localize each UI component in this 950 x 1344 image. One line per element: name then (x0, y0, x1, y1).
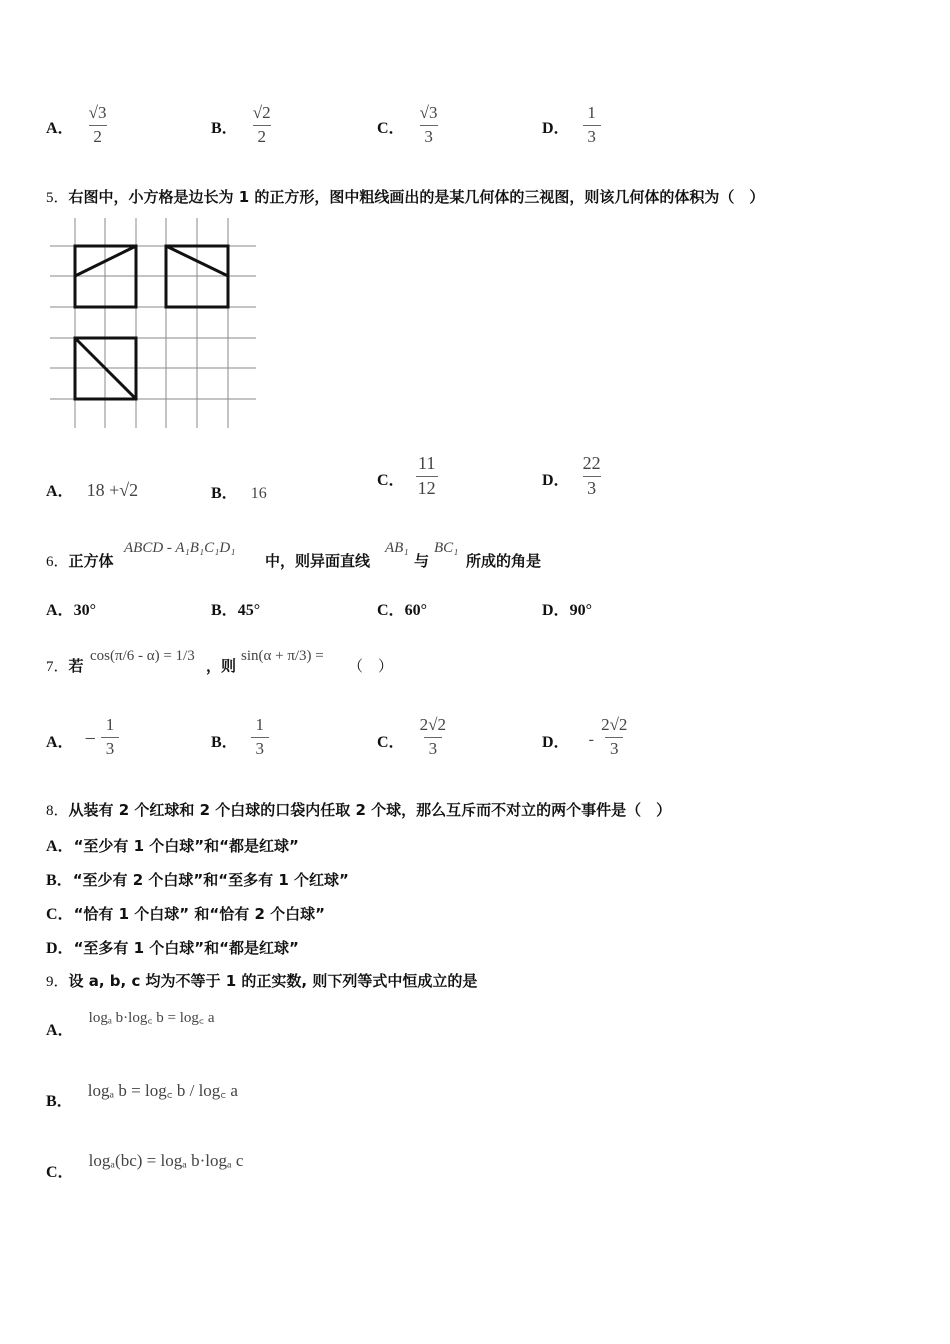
option-fraction: $\frac{11}{12}$ (417, 453, 436, 498)
option-fraction: $\frac{1}{3}$ (101, 716, 119, 758)
option-label: A． (46, 483, 74, 500)
q8-option-c[interactable] (46, 901, 325, 924)
option-formula: logₐ(bc) = logₐ b·logₐ c (88, 1151, 244, 1170)
q5-option-c[interactable] (377, 454, 438, 499)
option-text: “至少有 1 个白球”和“都是红球” (73, 837, 299, 855)
q8-option-d[interactable] (46, 935, 299, 958)
three-view-figure (46, 218, 261, 430)
q5-stem (46, 186, 764, 207)
q4-option-a[interactable] (46, 104, 109, 146)
option-label: C． (377, 733, 405, 751)
q9-option-b[interactable] (46, 1078, 238, 1110)
question-text: 若 (68, 657, 84, 675)
option-label: C． (377, 471, 405, 489)
question-number: 8． (46, 803, 69, 819)
option-fraction: $\frac{√2}{2}$ (252, 103, 271, 146)
q6-option-d[interactable] (542, 597, 592, 620)
option-label: A． (46, 602, 74, 619)
q9-stem (46, 970, 477, 991)
question-text: 设 a, b, c 均为不等于 1 的正实数, 则下列等式中恒成立的是 (68, 972, 478, 990)
q7-condition: cos(π/6 - α) = 1/3 (90, 648, 195, 664)
option-fraction: $\frac{√3}{2}$ (88, 103, 107, 146)
q6-stem-b: 中，则异面直线 (265, 552, 371, 570)
option-label: B． (211, 119, 238, 137)
q6-option-c[interactable] (377, 597, 427, 620)
option-label: C． (46, 906, 74, 923)
option-label: C． (377, 119, 405, 137)
option-value: 90° (569, 602, 592, 619)
q6-math-cube: ABCD - A₁B₁C₁D₁ (124, 540, 236, 556)
option-sign: - (588, 730, 594, 748)
question-text: 正方体 (68, 552, 114, 570)
option-formula: logₐ b·log꜀ b = log꜀ a (88, 1010, 215, 1026)
option-label: C． (46, 1164, 74, 1181)
q5-option-d[interactable] (542, 454, 603, 499)
option-value: 18 +√2 (86, 480, 139, 500)
option-label: B． (46, 872, 73, 889)
q8-option-a[interactable] (46, 833, 299, 856)
option-fraction: $\frac{√3}{3}$ (419, 103, 438, 146)
option-label: D． (542, 602, 570, 619)
q9-option-c[interactable] (46, 1148, 244, 1181)
option-text: “至多有 1 个白球”和“都是红球” (73, 939, 299, 957)
option-formula: logₐ b = log꜀ b / log꜀ a (87, 1081, 238, 1100)
option-text: “恰有 1 个白球” 和“恰有 2 个白球” (73, 905, 325, 923)
question-number: 6． (46, 554, 69, 570)
grid-lines (50, 218, 256, 428)
option-fraction: $\frac{1}{3}$ (583, 104, 601, 146)
option-label: B． (46, 1093, 73, 1110)
option-label: A． (46, 733, 74, 751)
q6-option-a[interactable] (46, 597, 96, 620)
q6-stem (46, 550, 114, 571)
option-label: A． (46, 119, 74, 137)
q6-math-bc: BC₁ (434, 540, 459, 556)
option-fraction: $\frac{2√2}{3}$ (601, 715, 628, 758)
q6-math-ab: AB₁ (385, 540, 409, 556)
q7-stem-b: ，则 (206, 657, 237, 675)
option-label: D． (542, 471, 570, 489)
q4-option-b[interactable] (211, 104, 273, 146)
q7-option-b[interactable] (211, 716, 269, 758)
question-text: 从装有 2 个红球和 2 个白球的口袋内任取 2 个球，那么互斥而不对立的两个事件是（ ） (68, 801, 672, 819)
q4-option-c[interactable] (377, 104, 440, 146)
option-value: 30° (73, 602, 96, 619)
option-label: B． (211, 733, 238, 751)
q8-stem (46, 799, 671, 820)
option-label: B． (211, 485, 238, 502)
option-label: D． (542, 119, 570, 137)
q6-stem-c: 与 (414, 552, 430, 570)
option-label: C． (377, 602, 405, 619)
q9-option-a[interactable] (46, 1004, 215, 1039)
option-fraction: $\frac{1}{3}$ (251, 716, 269, 758)
q8-option-b[interactable] (46, 867, 349, 890)
q7-stem-c: （ ） (348, 657, 394, 675)
option-sign: − (84, 727, 96, 750)
option-label: A． (46, 838, 74, 855)
q7-stem (46, 655, 84, 676)
option-label: B． (211, 602, 238, 619)
question-number: 7． (46, 659, 69, 675)
option-fraction: $\frac{22}{3}$ (582, 453, 601, 498)
option-label: A． (46, 1022, 74, 1039)
question-number: 5． (46, 190, 69, 206)
q7-option-c[interactable] (377, 716, 448, 758)
option-value: 60° (404, 602, 427, 619)
option-label: D． (46, 940, 74, 957)
option-value: 16 (250, 485, 267, 502)
q7-option-d[interactable] (542, 716, 629, 758)
option-label: D． (542, 733, 570, 751)
question-text: 右图中，小方格是边长为 1 的正方形，图中粗线画出的是某几何体的三视图，则该几何体的体积为（ ） (68, 188, 765, 206)
q6-stem-d: 所成的角是 (466, 552, 542, 570)
option-text: “至少有 2 个白球”和“至多有 1 个红球” (72, 871, 349, 889)
q6-option-b[interactable] (211, 597, 260, 620)
q5-option-a[interactable] (46, 478, 138, 501)
q7-target: sin(α + π/3) = (241, 648, 324, 664)
q5-option-b[interactable] (211, 480, 267, 503)
q4-option-d[interactable] (542, 104, 601, 146)
question-number: 9． (46, 974, 69, 990)
q7-option-a[interactable] (46, 716, 119, 758)
option-value: 45° (237, 602, 261, 619)
option-fraction: $\frac{2√2}{3}$ (419, 715, 446, 758)
